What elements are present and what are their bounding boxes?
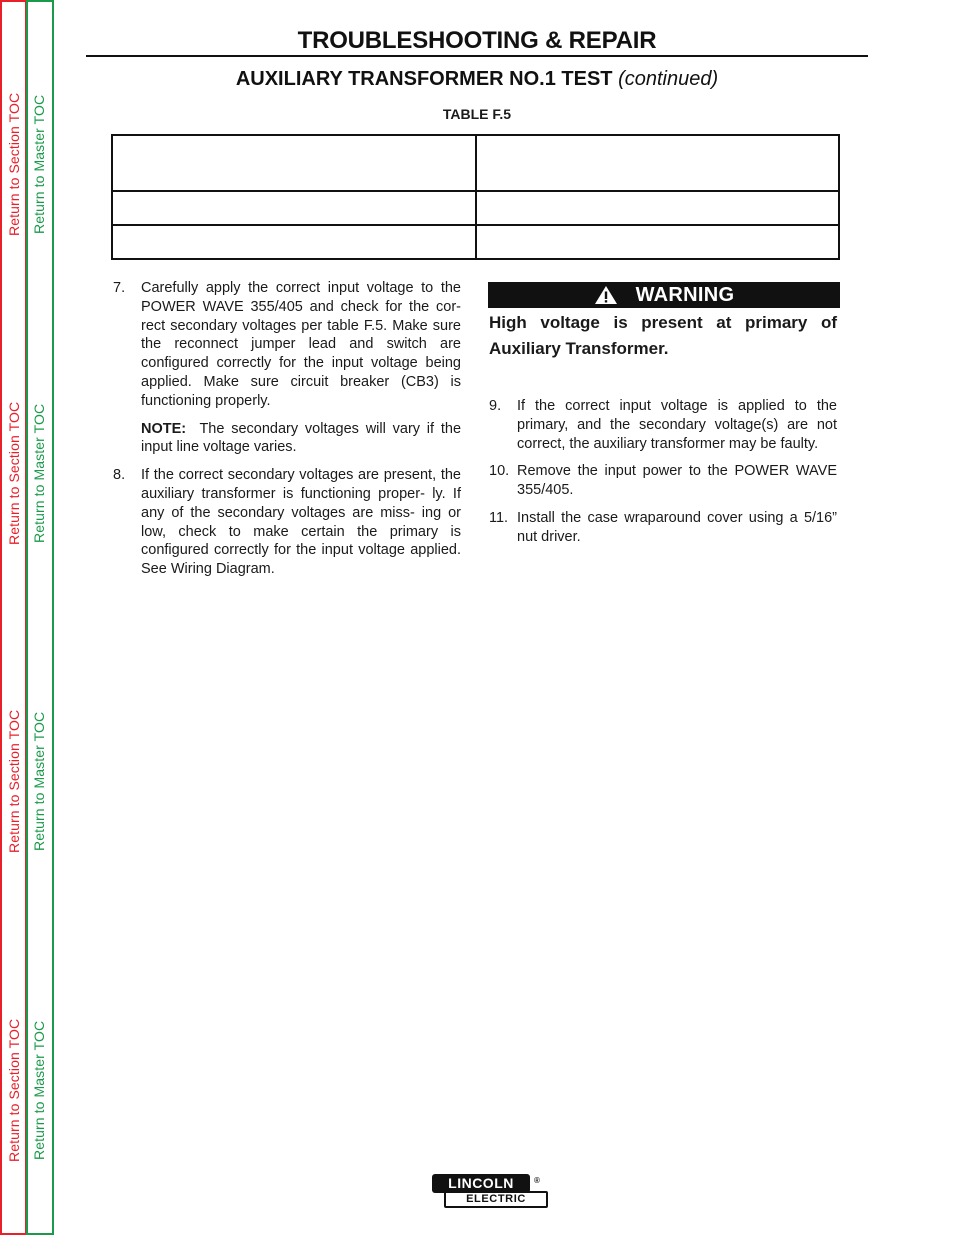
table-cell [476,191,839,225]
step-number: 11. [489,509,509,526]
logo-top: LINCOLN [432,1174,530,1193]
step-text: If the correct input voltage is applied to the primary, and the secondary voltage(s) are not correct, the auxiliary transformer may be faulty. [517,398,837,452]
left-column [113,279,461,588]
logo-bottom: ELECTRIC [444,1191,548,1208]
note-label: NOTE: [141,420,187,437]
step-8 [113,466,461,579]
return-to-master-toc-link[interactable]: Return to Master TOC [31,711,47,851]
right-column [489,397,837,556]
return-to-section-toc-link[interactable]: Return to Section TOC [6,401,22,545]
step-number: 10. [489,463,510,480]
table-cell [112,191,476,225]
table-cell [112,225,476,259]
return-to-master-toc-link[interactable]: Return to Master TOC [31,403,47,543]
warning-text: High voltage is present at primary of Auxiliary Transformer. [489,313,837,358]
step-number: 9. [489,398,502,414]
return-to-master-toc-link[interactable]: Return to Master TOC [31,94,47,234]
subtitle-text: AUXILIARY TRANSFORMER NO.1 TEST [235,68,613,90]
step-text: If the correct secondary voltages are present, the auxiliary transformer is functioning proper- ly. If any of the secondary voltages are miss- ing or low, check to make certain the primary is configured correctly for the input voltage applied. See Wiring Diagram. [141,467,461,578]
return-to-master-toc-link[interactable]: Return to Master TOC [31,1020,47,1160]
warning-label: WARNING [635,283,735,306]
note [113,420,461,458]
note-text: The secondary voltages will vary if the input line voltage varies. [141,420,462,456]
step-10 [489,462,837,500]
subtitle-continued: (continued) [618,68,719,90]
table-cell [476,135,839,191]
return-to-section-toc-link[interactable]: Return to Section TOC [6,709,22,853]
page-title: TROUBLESHOOTING & REPAIR [297,27,657,54]
step-number: 8. [113,467,126,484]
table-row [112,191,839,225]
step-text: Install the case wraparound cover using a 5/16” nut driver. [517,509,837,545]
step-11 [489,509,837,547]
table-cell [112,135,476,191]
table-row [112,225,839,259]
step-text: Carefully apply the correct input voltage to the POWER WAVE 355/405 and check for the cor- rect secondary voltages per table F.5. Make sure the reconnect jumper lead and switch are configured correctly for the input voltage being applied. Make sure circuit breaker (CB3) is functioning properly. [141,280,461,409]
table-caption: TABLE F.5 [442,106,512,122]
step-number: 7. [113,280,126,296]
step-7 [113,279,461,411]
logo-registered-mark: ® [534,1176,540,1185]
voltage-table [111,134,840,260]
return-to-section-toc-link[interactable]: Return to Section TOC [6,1018,22,1162]
lincoln-electric-logo [432,1174,548,1208]
warning-banner [488,282,840,308]
step-9 [489,397,837,453]
return-to-section-toc-link[interactable]: Return to Section TOC [6,92,22,236]
title-divider [86,55,868,57]
table-cell [476,225,839,259]
warning-triangle-icon [594,285,618,305]
step-text: Remove the input power to the POWER WAVE 355/405. [517,463,837,499]
table-row [112,135,839,191]
section-subtitle [86,68,868,91]
